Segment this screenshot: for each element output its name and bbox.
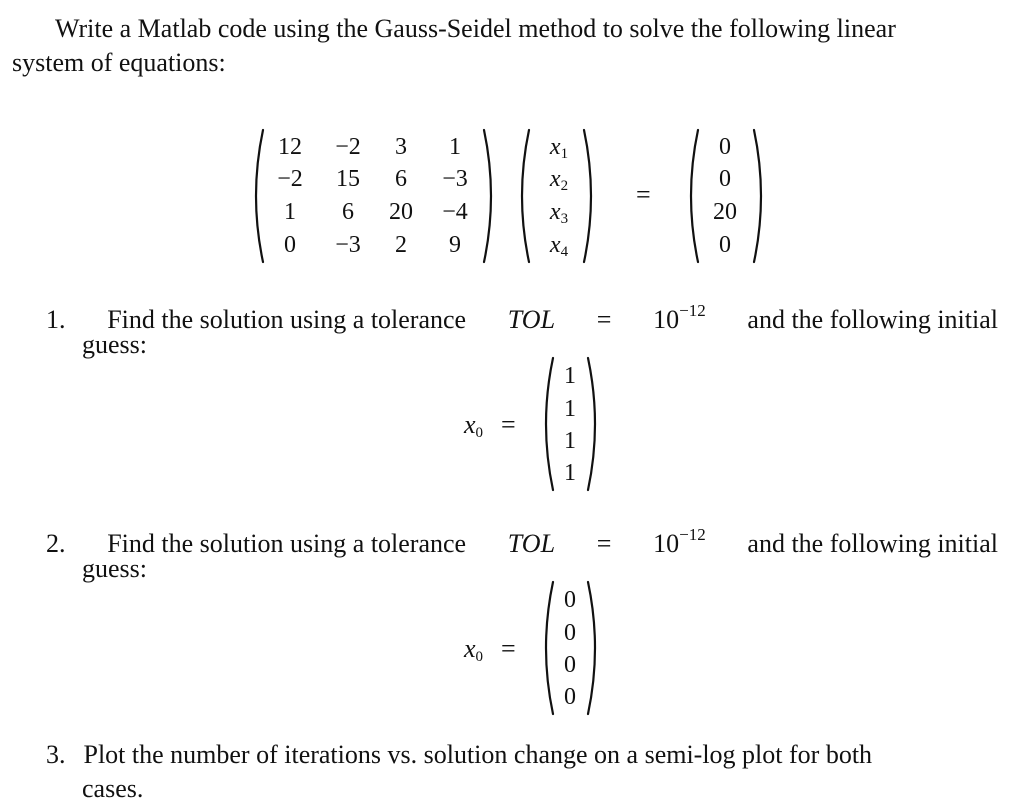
guess-cell: 0 <box>564 652 576 678</box>
variable-x4: $x_4$ <box>549 232 569 260</box>
tol-value: $10^{-12}$ <box>653 525 706 558</box>
item-text: Plot the number of iterations vs. solution change on a semi-log plot for both <box>83 740 873 769</box>
guess-cell: 0 <box>564 587 576 613</box>
tol-symbol: TOL <box>507 305 556 334</box>
item-number: 1. <box>46 305 66 334</box>
matrix-cell: 6 <box>395 166 407 192</box>
rhs-cell: 0 <box>719 166 731 192</box>
item-number: 3. <box>46 740 66 769</box>
variable-x1: $x_1$ <box>549 134 569 162</box>
item-2-line-2: guess: <box>82 554 147 583</box>
guess-cell: 1 <box>564 428 576 454</box>
guess-equals: = <box>501 634 516 663</box>
item-3-line-2: cases. <box>82 774 144 803</box>
item-3-line-1 <box>46 738 998 772</box>
item-text: Find the solution using a tolerance <box>107 529 467 558</box>
matrix-cell: 2 <box>395 232 407 258</box>
variable-x3: $x_3$ <box>549 199 569 227</box>
matrix-cell: −3 <box>335 232 361 258</box>
item-2-line-1 <box>46 518 998 561</box>
matrix-cell: −4 <box>442 199 468 225</box>
matrix-cell: −3 <box>442 166 468 192</box>
guess-equals: = <box>501 410 516 439</box>
item-text: Find the solution using a tolerance <box>107 305 467 334</box>
item-1-line-1 <box>46 294 998 337</box>
guess-cell: 1 <box>564 363 576 389</box>
guess-cell: 1 <box>564 460 576 486</box>
tol-value: $10^{-12}$ <box>653 301 706 334</box>
guess-label: $x_0$ <box>464 634 484 665</box>
item-number: 2. <box>46 529 66 558</box>
tol-symbol: TOL <box>507 529 556 558</box>
guess-label: $x_0$ <box>464 410 484 441</box>
item-text: and the following initial <box>747 529 998 558</box>
tol-equals: = <box>596 305 612 334</box>
rhs-cell: 0 <box>719 232 731 258</box>
matrix-cell: 20 <box>389 199 413 225</box>
variable-x2: $x_2$ <box>549 166 569 194</box>
matrix-cell: 1 <box>284 199 296 225</box>
item-1-line-2: guess: <box>82 330 147 359</box>
matrix-cell: −2 <box>335 134 361 160</box>
matrix-cell: 3 <box>395 134 407 160</box>
tol-equals: = <box>596 529 612 558</box>
system-equals: = <box>636 180 651 209</box>
matrix-cell: 15 <box>336 166 360 192</box>
rhs-cell: 0 <box>719 134 731 160</box>
guess-cell: 1 <box>564 396 576 422</box>
matrix-cell: 6 <box>342 199 354 225</box>
item-text: and the following initial <box>747 305 998 334</box>
matrix-cell: 1 <box>449 134 461 160</box>
matrix-cell: 12 <box>278 134 302 160</box>
guess-cell: 0 <box>564 684 576 710</box>
matrix-cell: 0 <box>284 232 296 258</box>
matrix-cell: −2 <box>277 166 303 192</box>
rhs-cell: 20 <box>713 199 737 225</box>
intro-line-1: Write a Matlab code using the Gauss-Seidel method to solve the following linear <box>55 14 896 43</box>
guess-cell: 0 <box>564 620 576 646</box>
intro-line-2: system of equations: <box>12 48 226 77</box>
matrix-cell: 9 <box>449 232 461 258</box>
